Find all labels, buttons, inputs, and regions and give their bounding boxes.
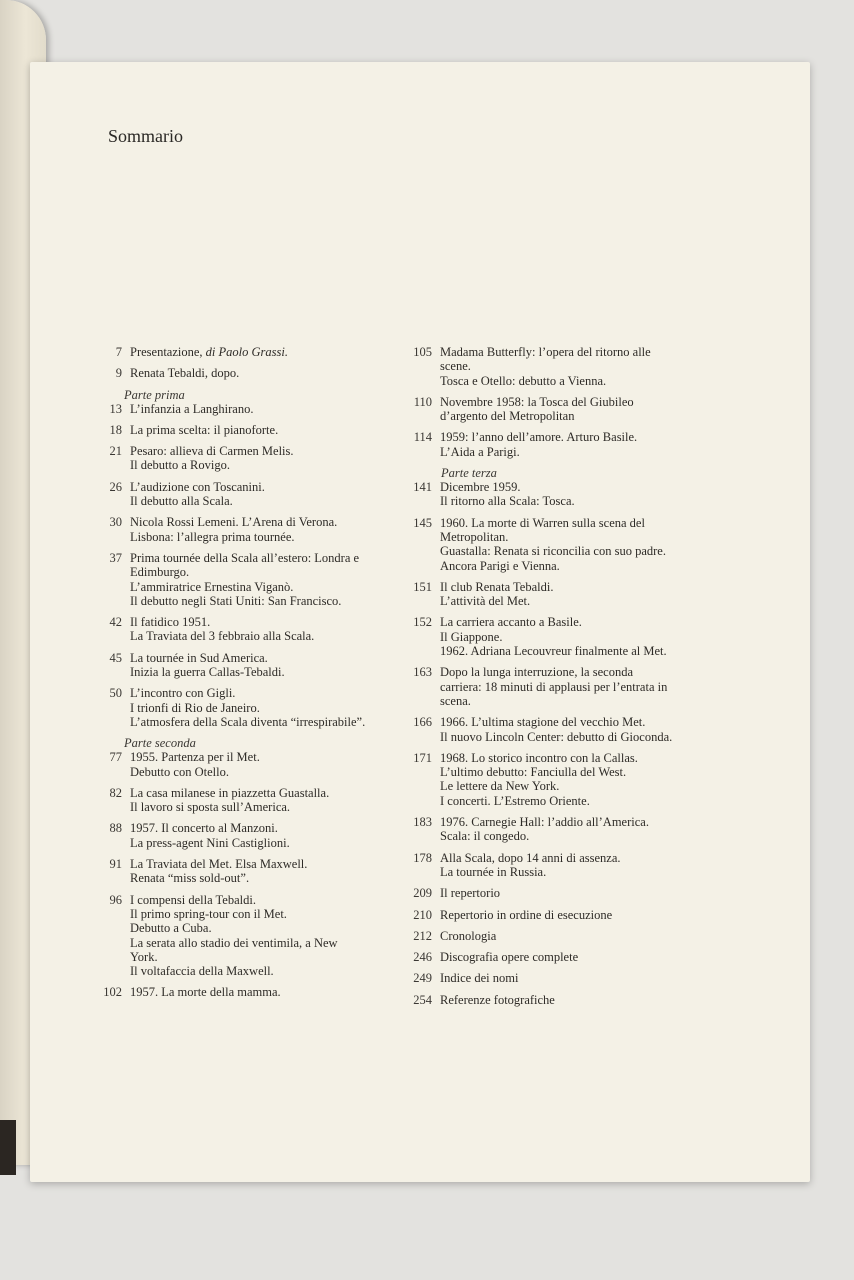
toc-entry-line-text: Inizia la guerra Callas-Tebaldi. — [130, 665, 285, 680]
toc-entry-text — [130, 423, 394, 437]
toc-entry-text — [130, 857, 394, 886]
toc-entry-text — [440, 886, 718, 900]
toc-page-number: 96 — [109, 892, 122, 907]
toc-entry-line — [130, 950, 394, 964]
toc-entry — [398, 851, 718, 880]
toc-entry-line — [440, 430, 718, 444]
toc-entry-line — [130, 494, 394, 508]
toc-entry-line — [440, 530, 718, 544]
toc-entry — [398, 908, 718, 922]
toc-entry-text — [440, 615, 718, 658]
toc-entry-line-text: La press-agent Nini Castiglioni. — [130, 835, 290, 850]
toc-entry-text — [130, 786, 394, 815]
toc-entry-line-text: 1955. Partenza per il Met. — [130, 750, 260, 765]
toc-entry-line-text: Il fatidico 1951. — [130, 615, 211, 630]
toc-entry-line — [440, 345, 718, 359]
toc-entry-line — [130, 936, 394, 950]
toc-entry-line-text: La Traviata del 3 febbraio alla Scala. — [130, 629, 315, 644]
toc-entry-line — [440, 993, 718, 1007]
toc-entry-line — [440, 865, 718, 879]
toc-entry-line — [130, 964, 394, 978]
toc-entry-text — [440, 715, 718, 744]
toc-entry-line — [130, 871, 394, 885]
toc-entry-line — [130, 651, 394, 665]
toc-page-number: 152 — [413, 615, 432, 630]
toc-page-number: 21 — [109, 444, 122, 459]
toc-page-number: 166 — [413, 715, 432, 730]
toc-entry-line-text: L’ultimo debutto: Fanciulla del West. — [440, 765, 627, 780]
toc-entry-line — [440, 559, 718, 573]
toc-entry-line — [130, 921, 394, 935]
toc-entry-line — [440, 665, 718, 679]
toc-entry — [84, 423, 394, 437]
toc-entry-line-text: 1976. Carnegie Hall: l’addio all’America. — [440, 815, 649, 830]
toc-entry-line — [130, 458, 394, 472]
toc-entry — [398, 993, 718, 1007]
toc-entry-line-text: Novembre 1958: la Tosca del Giubileo — [440, 394, 634, 409]
toc-page-number: 50 — [109, 686, 122, 701]
toc-entry-line — [130, 715, 394, 729]
toc-entry-line — [440, 971, 718, 985]
toc-entry-line — [440, 615, 718, 629]
toc-entry-line-text: Edimburgo. — [130, 565, 190, 580]
toc-entry — [84, 515, 394, 544]
toc-entry-line-text: La carriera accanto a Basile. — [440, 615, 582, 630]
toc-entry-text — [440, 516, 718, 573]
toc-page-number: 9 — [115, 366, 122, 381]
toc-entry-line-text: L’audizione con Toscanini. — [130, 479, 265, 494]
toc-entry-line — [440, 908, 718, 922]
toc-page-number: 91 — [109, 857, 122, 872]
toc-page-number: 151 — [413, 579, 432, 594]
toc-entry-line-text: La casa milanese in piazzetta Guastalla. — [130, 785, 330, 800]
toc-page-number: 178 — [413, 850, 432, 865]
toc-entry-line-text: L’ammiratrice Ernestina Viganò. — [130, 579, 294, 594]
toc-entry-line — [130, 665, 394, 679]
toc-entry-line-text: d’argento del Metropolitan — [440, 409, 575, 424]
toc-entry-text — [440, 993, 718, 1007]
toc-entry-line-text: I compensi della Tebaldi. — [130, 892, 256, 907]
toc-entry-line-text: L’incontro con Gigli. — [130, 686, 236, 701]
toc-entry-line — [440, 594, 718, 608]
toc-entry-text — [130, 750, 394, 779]
toc-entry-author: di Paolo Grassi. — [205, 345, 288, 359]
toc-entry-line-text: Il debutto a Rovigo. — [130, 458, 230, 473]
toc-page-number: 114 — [413, 430, 432, 445]
toc-entry-line-text: Referenze fotografiche — [440, 992, 555, 1007]
toc-entry-line-text: Scala: il congedo. — [440, 829, 530, 844]
toc-entry-line-text: Prima tournée della Scala all’estero: Londra e — [130, 550, 360, 565]
toc-entry-text — [130, 515, 394, 544]
toc-entry-line — [130, 345, 394, 359]
toc-entry-text — [440, 929, 718, 943]
toc-entry-line — [130, 907, 394, 921]
toc-entry-text — [130, 686, 394, 729]
toc-entry-line — [440, 851, 718, 865]
toc-entry-line — [440, 929, 718, 943]
toc-entry — [398, 580, 718, 609]
toc-page-number: 212 — [413, 928, 432, 943]
toc-entry — [398, 345, 718, 388]
toc-entry-line-text: I trionfi di Rio de Janeiro. — [130, 700, 260, 715]
toc-entry — [84, 402, 394, 416]
toc-entry-line-text: La tournée in Sud America. — [130, 650, 268, 665]
toc-entry-line-text: Renata “miss sold-out”. — [130, 871, 250, 886]
toc-page-number: 82 — [109, 785, 122, 800]
toc-entry-line — [440, 409, 718, 423]
toc-entry-line — [130, 515, 394, 529]
toc-entry-text — [130, 345, 394, 359]
toc-page-number: 210 — [413, 907, 432, 922]
toc-entry-line — [440, 950, 718, 964]
toc-entry-line-text: Madama Butterfly: l’opera del ritorno alle — [440, 345, 651, 359]
toc-entry-line — [130, 629, 394, 643]
toc-entry-line — [130, 530, 394, 544]
toc-entry — [398, 395, 718, 424]
toc-entry-text — [130, 985, 394, 999]
toc-entry-line — [440, 715, 718, 729]
toc-page-number: 110 — [413, 394, 432, 409]
toc-entry-line-text: Metropolitan. — [440, 529, 509, 544]
toc-page-number: 183 — [413, 815, 432, 830]
toc-page-number: 105 — [413, 345, 432, 359]
toc-entry-line-text: Il club Renata Tebaldi. — [440, 579, 554, 594]
toc-part-heading: Parte seconda — [124, 736, 196, 751]
toc-entry-line-text: Cronologia — [440, 928, 497, 943]
toc-entry-line — [130, 701, 394, 715]
page-title: Sommario — [108, 126, 183, 146]
toc-entry-line — [440, 480, 718, 494]
toc-left-column — [84, 345, 394, 1007]
toc-entry-text — [440, 480, 718, 509]
toc-page-number: 13 — [109, 401, 122, 416]
toc-entry — [84, 651, 394, 680]
toc-entry-line-text: Discografia opere complete — [440, 950, 579, 965]
toc-entry — [84, 857, 394, 886]
toc-right-column — [398, 345, 718, 1014]
toc-entry-line — [130, 836, 394, 850]
toc-entry-line-text: L’attività del Met. — [440, 594, 531, 609]
toc-entry-line — [130, 423, 394, 437]
toc-entry-line-text: La Traviata del Met. Elsa Maxwell. — [130, 857, 308, 872]
toc-entry-line — [130, 366, 394, 380]
toc-page-number: 102 — [103, 985, 122, 1000]
toc-entry-line-text: Guastalla: Renata si riconcilia con suo padre. — [440, 544, 666, 559]
toc-entry-line-text: 1968. Lo storico incontro con la Callas. — [440, 750, 638, 765]
toc-page-number: 163 — [413, 665, 432, 680]
toc-entry-line-text: 1962. Adriana Lecouvreur finalmente al Met. — [440, 644, 667, 659]
toc-page-number: 249 — [413, 971, 432, 986]
toc-entry-text — [130, 480, 394, 509]
toc-entry-line — [440, 886, 718, 900]
toc-entry — [84, 480, 394, 509]
toc-entry — [84, 985, 394, 999]
toc-page-number: 77 — [109, 750, 122, 765]
toc-entry-line-text: 1957. Il concerto al Manzoni. — [130, 821, 278, 836]
toc-entry-line — [130, 750, 394, 764]
toc-entry-line-text: Lisbona: l’allegra prima tournée. — [130, 529, 295, 544]
toc-entry-text — [440, 395, 718, 424]
toc-entry-line-text: 1966. L’ultima stagione del vecchio Met. — [440, 715, 646, 730]
toc-entry-line-text: Il primo spring-tour con il Met. — [130, 906, 287, 921]
toc-entry-text — [130, 893, 394, 979]
toc-entry — [398, 950, 718, 964]
toc-entry-line — [130, 402, 394, 416]
toc-entry-line — [440, 544, 718, 558]
toc-entry — [84, 686, 394, 729]
toc-page-number: 209 — [413, 886, 432, 901]
toc-entry-text — [440, 751, 718, 808]
toc-entry-line — [440, 779, 718, 793]
toc-entry-line-text: Renata Tebaldi, dopo. — [130, 366, 240, 381]
toc-entry-line-text: scene. — [440, 359, 471, 374]
toc-entry-line — [440, 494, 718, 508]
toc-entry-line-text: La serata allo stadio dei ventimila, a New — [130, 935, 338, 950]
toc-entry-line — [130, 551, 394, 565]
toc-entry-line-text: I concerti. L’Estremo Oriente. — [440, 793, 590, 808]
toc-entry — [84, 615, 394, 644]
toc-entry — [398, 971, 718, 985]
toc-entry-line-text: L’infanzia a Langhirano. — [130, 401, 254, 416]
toc-entry-line — [440, 765, 718, 779]
toc-entry-line — [440, 580, 718, 594]
toc-page-number: 18 — [109, 422, 122, 437]
toc-entry-text — [440, 950, 718, 964]
toc-entry-line-text: Il lavoro si sposta sull’America. — [130, 800, 291, 815]
toc-entry — [84, 444, 394, 473]
toc-entry — [398, 929, 718, 943]
toc-entry-text — [440, 345, 718, 388]
toc-entry — [398, 480, 718, 509]
toc-entry-text — [130, 444, 394, 473]
toc-entry-line — [440, 815, 718, 829]
toc-entry-line — [130, 893, 394, 907]
toc-entry — [398, 430, 718, 459]
toc-entry-line-text: La prima scelta: il pianoforte. — [130, 422, 279, 437]
toc-entry — [84, 893, 394, 979]
book-binding-corner — [0, 1120, 16, 1175]
toc-entry-line — [440, 694, 718, 708]
toc-entry-line — [440, 516, 718, 530]
toc-entry — [398, 815, 718, 844]
toc-page-number: 171 — [413, 750, 432, 765]
toc-part-heading: Parte prima — [124, 387, 185, 402]
toc-entry-line-text: Tosca e Otello: debutto a Vienna. — [440, 373, 607, 388]
toc-entry-text — [130, 651, 394, 680]
toc-entry-line-text: L’Aida a Parigi. — [440, 444, 520, 459]
toc-entry-line — [440, 395, 718, 409]
toc-entry-line — [440, 359, 718, 373]
toc-entry-line-text: 1957. La morte della mamma. — [130, 985, 281, 1000]
toc-entry-line — [130, 444, 394, 458]
toc-entry-line — [130, 565, 394, 579]
toc-entry-line-text: Il Giappone. — [440, 629, 503, 644]
toc-entry-line — [440, 630, 718, 644]
toc-entry-line — [130, 594, 394, 608]
toc-part-heading: Parte terza — [441, 466, 497, 481]
toc-page-number: 141 — [413, 480, 432, 495]
toc-entry-line-text: Nicola Rossi Lemeni. L’Arena di Verona. — [130, 515, 338, 530]
toc-entry-line — [130, 786, 394, 800]
toc-entry-line — [440, 680, 718, 694]
toc-page-number: 30 — [109, 515, 122, 530]
toc-page-number: 45 — [109, 650, 122, 665]
toc-entry-text — [130, 821, 394, 850]
toc-page-number: 246 — [413, 950, 432, 965]
toc-entry-line — [130, 615, 394, 629]
toc-entry-line — [440, 644, 718, 658]
toc-entry-line-text: La tournée in Russia. — [440, 864, 547, 879]
toc-entry-text — [130, 366, 394, 380]
toc-entry-line — [440, 794, 718, 808]
toc-entry-line-text: Il ritorno alla Scala: Tosca. — [440, 494, 575, 509]
toc-entry-line-text: 1959: l’anno dell’amore. Arturo Basile. — [440, 430, 638, 445]
toc-entry-text — [440, 665, 718, 708]
toc-entry-line-text: York. — [130, 949, 158, 964]
toc-entry — [84, 345, 394, 359]
toc-entry-text — [440, 430, 718, 459]
toc-entry-text — [440, 971, 718, 985]
toc-entry — [84, 366, 394, 380]
toc-entry-line — [440, 751, 718, 765]
toc-entry — [84, 786, 394, 815]
toc-entry — [84, 750, 394, 779]
toc-entry-line — [130, 800, 394, 814]
toc-entry-line-text: Le lettere da New York. — [440, 779, 560, 794]
toc-entry — [398, 516, 718, 573]
toc-entry-line — [130, 686, 394, 700]
toc-entry — [398, 886, 718, 900]
toc-page-number: 42 — [109, 615, 122, 630]
toc-entry-line — [130, 580, 394, 594]
toc-entry-line-text: Il voltafaccia della Maxwell. — [130, 964, 274, 979]
toc-entry-text — [130, 402, 394, 416]
toc-entry-line-text: Indice dei nomi — [440, 971, 519, 986]
toc-page-number: 254 — [413, 992, 432, 1007]
toc-entry-line-text: L’atmosfera della Scala diventa “irrespirabile”. — [130, 714, 366, 729]
toc-entry-line-text: Pesaro: allieva di Carmen Melis. — [130, 444, 294, 459]
toc-entry-line-text: carriera: 18 minuti di applausi per l’entrata in — [440, 679, 668, 694]
toc-entry-line-text: Dicembre 1959. — [440, 480, 521, 495]
toc-entry-line-text: Repertorio in ordine di esecuzione — [440, 907, 613, 922]
toc-entry-line-text: Il debutto alla Scala. — [130, 494, 233, 509]
toc-entry-line — [130, 765, 394, 779]
toc-entry-text — [440, 908, 718, 922]
toc-entry-line — [440, 445, 718, 459]
toc-entry-line-text: scena. — [440, 693, 471, 708]
toc-entry — [398, 715, 718, 744]
toc-entry-line-text: 1960. La morte di Warren sulla scena del — [440, 515, 645, 530]
toc-entry-line-text: Il debutto negli Stati Uniti: San Francisco. — [130, 593, 342, 608]
toc-entry-line — [440, 829, 718, 843]
toc-page-number: 145 — [413, 515, 432, 530]
toc-page-number: 26 — [109, 479, 122, 494]
toc-entry-text — [440, 580, 718, 609]
toc-entry-line-text: Il nuovo Lincoln Center: debutto di Gioconda. — [440, 729, 673, 744]
toc-page-number: 37 — [109, 550, 122, 565]
toc-entry-line-text: Debutto con Otello. — [130, 764, 229, 779]
toc-entry-line-text: Debutto a Cuba. — [130, 921, 212, 936]
toc-page-number: 7 — [115, 345, 122, 359]
toc-entry-line-text: Alla Scala, dopo 14 anni di assenza. — [440, 850, 621, 865]
toc-entry-line — [130, 480, 394, 494]
toc-entry-text — [440, 851, 718, 880]
toc-entry-text — [130, 551, 394, 608]
toc-entry-line-text: Il repertorio — [440, 886, 501, 901]
toc-entry — [84, 821, 394, 850]
toc-entry-line — [130, 857, 394, 871]
toc-entry-line — [130, 985, 394, 999]
toc-entry — [398, 665, 718, 708]
toc-entry — [398, 615, 718, 658]
toc-entry-text — [440, 815, 718, 844]
toc-entry — [84, 551, 394, 608]
toc-page-number: 88 — [109, 821, 122, 836]
toc-entry-line-text: Ancora Parigi e Vienna. — [440, 558, 560, 573]
toc-entry-line-text: Dopo la lunga interruzione, la seconda — [440, 665, 633, 680]
toc-entry-line-text: Presentazione, — [130, 345, 206, 359]
toc-entry — [398, 751, 718, 808]
toc-entry-text — [130, 615, 394, 644]
toc-entry-line — [130, 821, 394, 835]
toc-entry-line — [440, 730, 718, 744]
toc-entry-line — [440, 374, 718, 388]
